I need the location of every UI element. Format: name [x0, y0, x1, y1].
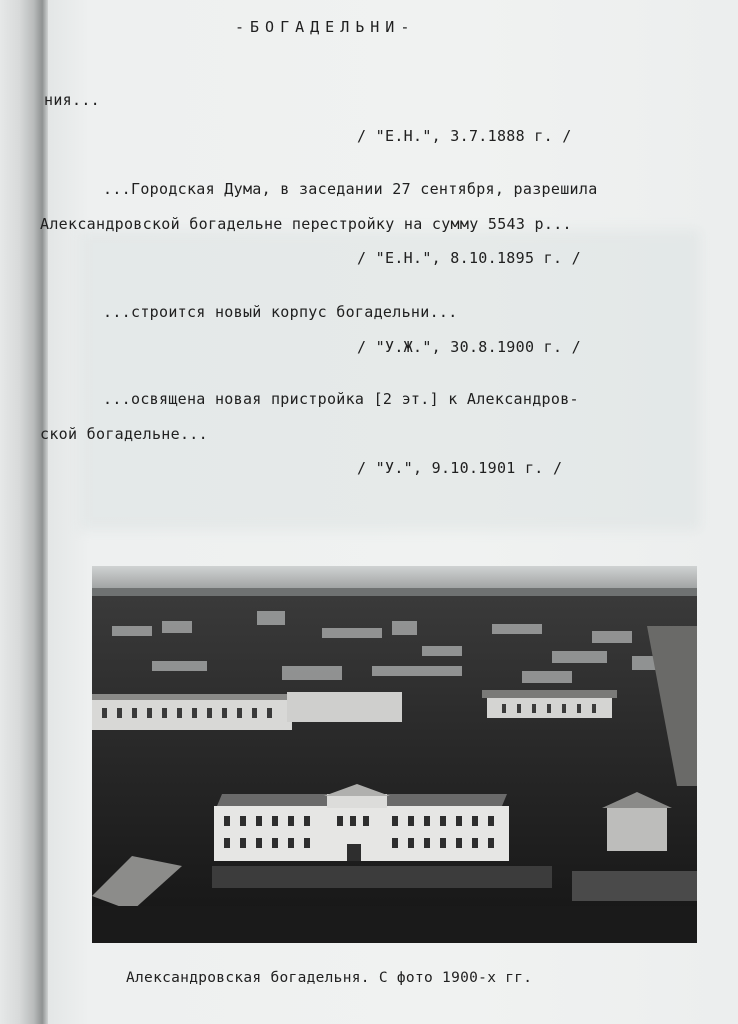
book-gutter — [0, 0, 48, 1024]
text-line-almshouse: ской богадельне... — [40, 425, 208, 443]
text-line-fragment: ния... — [44, 91, 100, 109]
source-citation-1900: / "У.Ж.", 30.8.1900 г. / — [357, 338, 581, 356]
photo-caption: Александровская богадельня. С фото 1900-х гг. — [126, 970, 533, 986]
page-title: -БОГАДЕЛЬНИ- — [235, 18, 416, 36]
text-line-new-building: ...строится новый корпус богадельни... — [103, 303, 458, 321]
text-line-consecrated: ...освящена новая пристройка [2 эт.] к Александров- — [103, 390, 579, 408]
source-citation-1895: / "Е.Н.", 8.10.1895 г. / — [357, 249, 581, 267]
bleed-through-shadow — [80, 230, 700, 530]
text-line-rebuild: Александровской богадельне перестройку на сумму 5543 р... — [40, 215, 572, 233]
source-citation-1901: / "У.", 9.10.1901 г. / — [357, 459, 563, 477]
historical-photo — [92, 566, 697, 943]
source-citation-1888: / "Е.Н.", 3.7.1888 г. / — [357, 127, 572, 145]
text-line-duma: ...Городская Дума, в заседании 27 сентября, разрешила — [103, 180, 598, 198]
